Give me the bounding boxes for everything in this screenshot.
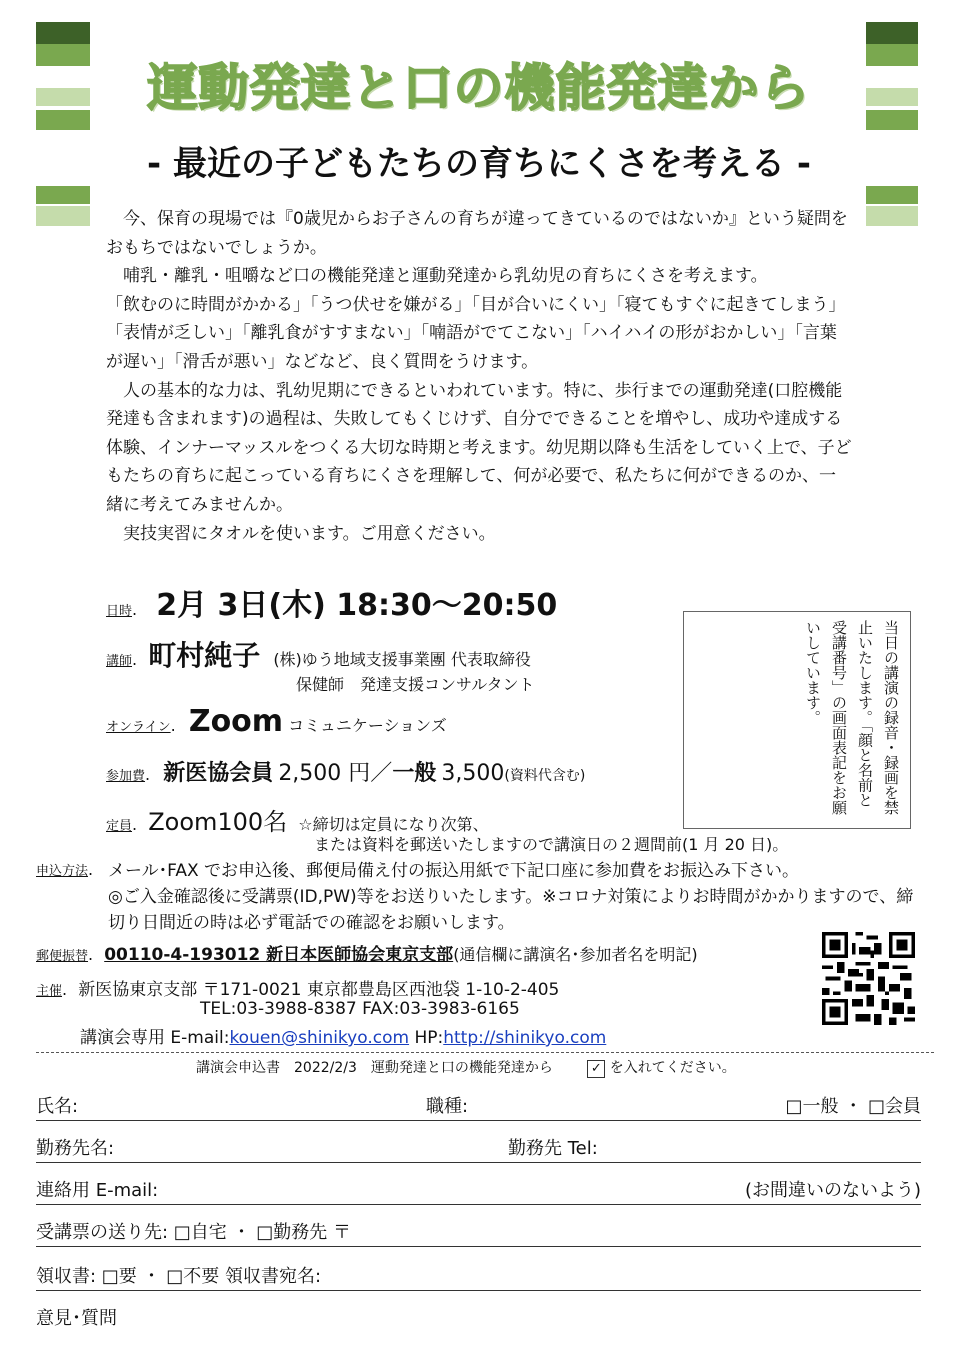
fee-dot: . bbox=[145, 765, 151, 784]
form-header bbox=[196, 1057, 736, 1078]
intro-paragraph: 今、保育の現場では『0歳児からお子さんの育ちが違ってきているのではないか』という疑問をおもちではないでしょうか。 bbox=[106, 209, 848, 258]
date-dot: . bbox=[132, 600, 138, 619]
lecturer-name: 町村純子 bbox=[148, 639, 261, 672]
fee-separator: ／ bbox=[370, 761, 393, 786]
postal-label: 郵便振替 bbox=[36, 949, 89, 964]
online-info bbox=[106, 704, 447, 739]
fee-label: 参加費 bbox=[106, 769, 146, 784]
intro-paragraph: 「飲むのに時間がかかる」「うつ伏せを嫌がる」「目が合いにくい」「寝てもすぐに起きてしまう」「表情が乏しい」「離乳食がすすまない」「喃語がでてこない」「ハイハイの形がおかしい」「言葉が遅い」「滑舌が悪い」などなど、良く質問をうけます。 bbox=[106, 294, 846, 372]
application-dot: . bbox=[88, 860, 94, 879]
organizer-address: 新医協東京支部 〒171-0021 東京都豊島区西池袋 1-10-2-405 bbox=[78, 980, 560, 1000]
ticket-destination-label: 受講票の送り先: □自宅 ・ □勤務先 〒 bbox=[36, 1222, 351, 1243]
work-tel-field-label: 勤務先 Tel: bbox=[508, 1138, 598, 1159]
form-row-ticket[interactable] bbox=[36, 1218, 921, 1247]
member-type-options[interactable]: □一般 ・ □会員 bbox=[785, 1096, 921, 1117]
online-dot: . bbox=[170, 716, 176, 735]
postal-account: 00110-4-193012 新日本医師協会東京支部 bbox=[104, 945, 454, 965]
fee-info bbox=[106, 756, 585, 787]
online-label: オンライン bbox=[106, 720, 171, 735]
event-date bbox=[106, 580, 557, 624]
lecturer-label: 講師 bbox=[106, 654, 133, 669]
capacity-deadline: または資料を郵送いたしますので講演日の２週間前(1 月 20 日)。 bbox=[314, 835, 789, 854]
capacity-value: Zoom100名 bbox=[148, 808, 288, 836]
name-field-label: 氏名: bbox=[36, 1096, 79, 1117]
general-label: 一般 bbox=[392, 761, 437, 786]
postal-transfer bbox=[36, 940, 698, 965]
organizer bbox=[36, 975, 559, 1000]
zoom-note: コミュニケーションズ bbox=[288, 716, 447, 735]
page-subtitle: - 最近の子どもたちの育ちにくさを考える - bbox=[147, 144, 811, 184]
organizer-phone: TEL:03-3988-8387 FAX:03-3983-6165 bbox=[200, 999, 520, 1019]
date-label: 日時 bbox=[106, 604, 133, 619]
zoom-name: Zoom bbox=[188, 704, 284, 739]
postal-dot: . bbox=[88, 945, 94, 964]
lecturer bbox=[106, 634, 531, 674]
application-line2: ◎ご入金確認後に受講票(ID,PW)等をお送りいたします。※コロナ対策によりお時間がかかりますので、締切り日間近の時は必ず電話での確認をお願いします。 bbox=[108, 887, 914, 933]
organizer-label: 主催 bbox=[36, 984, 63, 999]
qr-code bbox=[822, 932, 915, 1025]
intro-paragraph: 哺乳・離乳・咀嚼など口の機能発達と運動発達から乳幼児の育ちにくさを考えます。 bbox=[106, 266, 768, 287]
member-price: 2,500 円 bbox=[278, 761, 371, 786]
hp-label: HP: bbox=[409, 1028, 444, 1048]
job-field-label: 職種: bbox=[426, 1096, 469, 1117]
lecturer-dot: . bbox=[132, 650, 138, 669]
form-header-instruction: を入れてください。 bbox=[609, 1060, 736, 1076]
intro-paragraph: 人の基本的な力は、乳幼児期にできるといわれています。特に、歩行までの運動発達(口腔機能発達も含まれます)の過程は、失敗してもくじけず、自分でできることを増やし、成功や達成する体験、インナーマッスルをつくる大切な時期と考えます。幼児期以降も生活をしていく上で、子どもたちの育ちに起こっている育ちにくさを理解して、何が必要で、私たちに何ができるのか、一緒に考えてみませんか。 bbox=[106, 380, 852, 515]
form-row-email[interactable] bbox=[36, 1176, 921, 1205]
application-label: 申込方法 bbox=[36, 864, 89, 879]
lecturer-affiliation: (株)ゆう地域支援事業團 代表取締役 bbox=[273, 650, 531, 669]
homepage-link[interactable]: http://shinikyo.com bbox=[443, 1028, 607, 1048]
member-label: 新医協会員 bbox=[163, 761, 274, 786]
email-field-note: (お間違いのないよう) bbox=[744, 1180, 921, 1201]
lecturer-title: 保健師 発達支援コンサルタント bbox=[296, 675, 535, 694]
page-title: 運動発達と口の機能発達から bbox=[147, 59, 811, 117]
cut-line bbox=[36, 1052, 934, 1053]
email-link[interactable]: kouen@shinikyo.com bbox=[229, 1028, 410, 1048]
form-row-name[interactable] bbox=[36, 1092, 921, 1121]
email-field-label: 連絡用 E-mail: bbox=[36, 1180, 159, 1201]
form-row-workplace[interactable] bbox=[36, 1134, 921, 1163]
receipt-label: 領収書: □要 ・ □不要 領収書宛名: bbox=[36, 1266, 322, 1287]
form-header-text: 講演会申込書 2022/2/3 運動発達と口の機能発達から bbox=[196, 1060, 553, 1076]
intro-paragraph: 実技実習にタオルを使います。ご用意ください。 bbox=[106, 523, 496, 544]
date-value: 2月 3日(木) 18:30～20:50 bbox=[156, 588, 558, 623]
form-row-receipt[interactable] bbox=[36, 1262, 921, 1291]
capacity-note: ☆締切は定員になり次第、 bbox=[298, 815, 489, 834]
workplace-field-label: 勤務先名: bbox=[36, 1138, 115, 1159]
recording-notice: 当日の講演の録音・録画を禁止いたします。「顔と名前と受講番号」の画面表記をお願いしています。 bbox=[683, 611, 911, 829]
organizer-contact bbox=[80, 1023, 606, 1048]
email-label: 講演会専用 E-mail: bbox=[80, 1028, 230, 1048]
application-line1: メール･FAX でお申込後、郵便局備え付の振込用紙で下記口座に参加費をお振込み下さい。 bbox=[108, 861, 800, 881]
intro-text bbox=[106, 205, 852, 548]
capacity-dot: . bbox=[132, 815, 138, 834]
general-price: 3,500 bbox=[441, 761, 505, 786]
fee-note: (資料代含む) bbox=[504, 768, 586, 784]
postal-note: (通信欄に講演名･参加者名を明記) bbox=[453, 945, 698, 964]
organizer-dot: . bbox=[62, 980, 68, 999]
opinion-label: 意見･質問 bbox=[36, 1308, 117, 1329]
check-example-icon: ✓ bbox=[587, 1060, 605, 1078]
capacity-label: 定員 bbox=[106, 819, 133, 834]
